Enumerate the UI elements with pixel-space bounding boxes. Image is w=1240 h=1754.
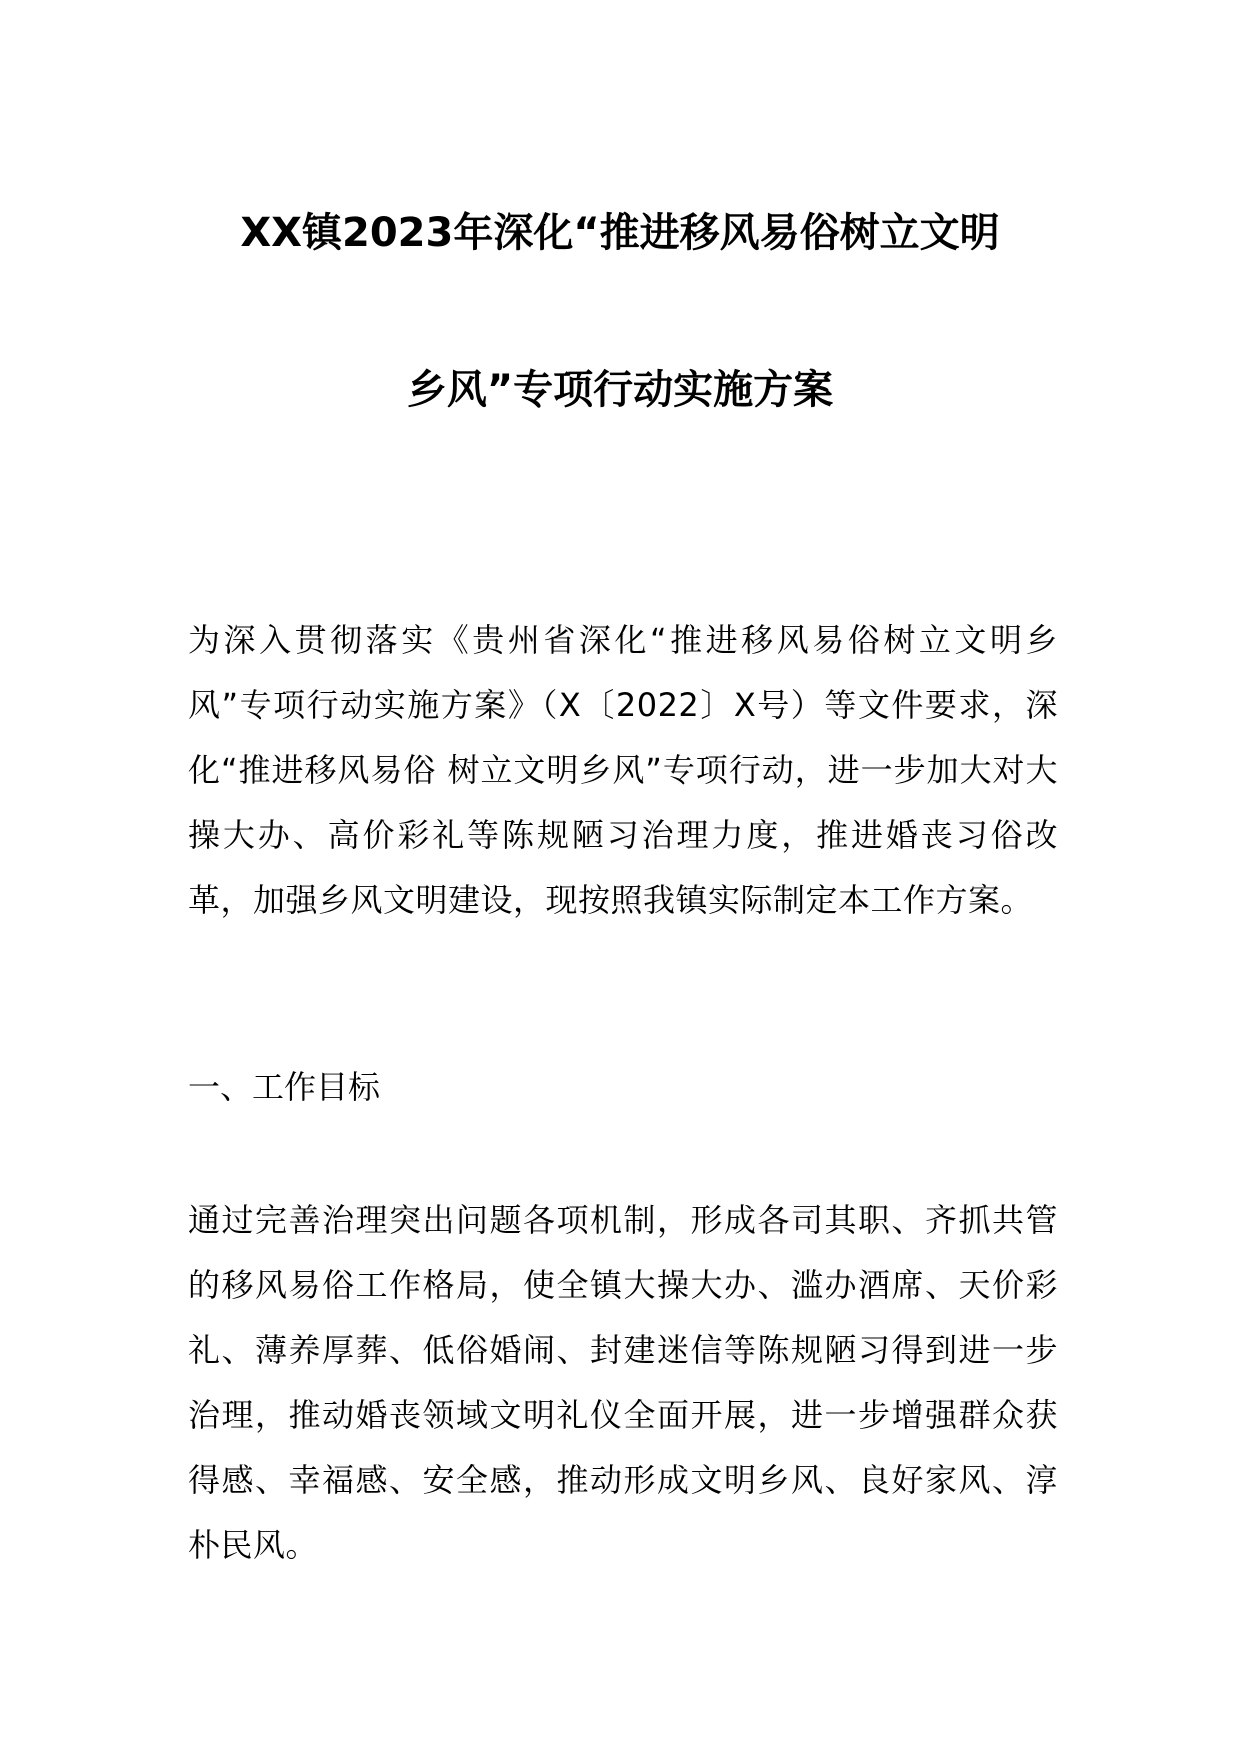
intro-paragraph: 为深入贯彻落实《贵州省深化“推进移风易俗树立文明乡风”专项行动实施方案》（X〔2022〕X号）等文件要求，深化“推进移风易俗 树立文明乡风”专项行动，进一步加大对大操大办、高价彩礼等陈规陋习治理力度，推进婚丧习俗改革，加强乡风文明建设，现按照我镇实际制定本工作方案。 [188,621,1058,919]
document-title-line2: 乡风”专项行动实施方案 [406,367,834,413]
work-goals-paragraph: 通过完善治理突出问题各项机制，形成各司其职、齐抓共管的移风易俗工作格局，使全镇大操大办、滥办酒席、天价彩礼、薄养厚葬、低俗婚闹、封建迷信等陈规陋习得到进一步治理，推动婚丧领域文明礼仪全面开展，进一步增强群众获得感、幸福感、安全感，推动形成文明乡风、良好家风、淳朴民风。 [188,1201,1058,1564]
document-title-line1: XX镇2023年深化“推进移风易俗树立文明 [240,210,1000,256]
section-heading-work-goals: 一、工作目标 [188,1068,381,1106]
